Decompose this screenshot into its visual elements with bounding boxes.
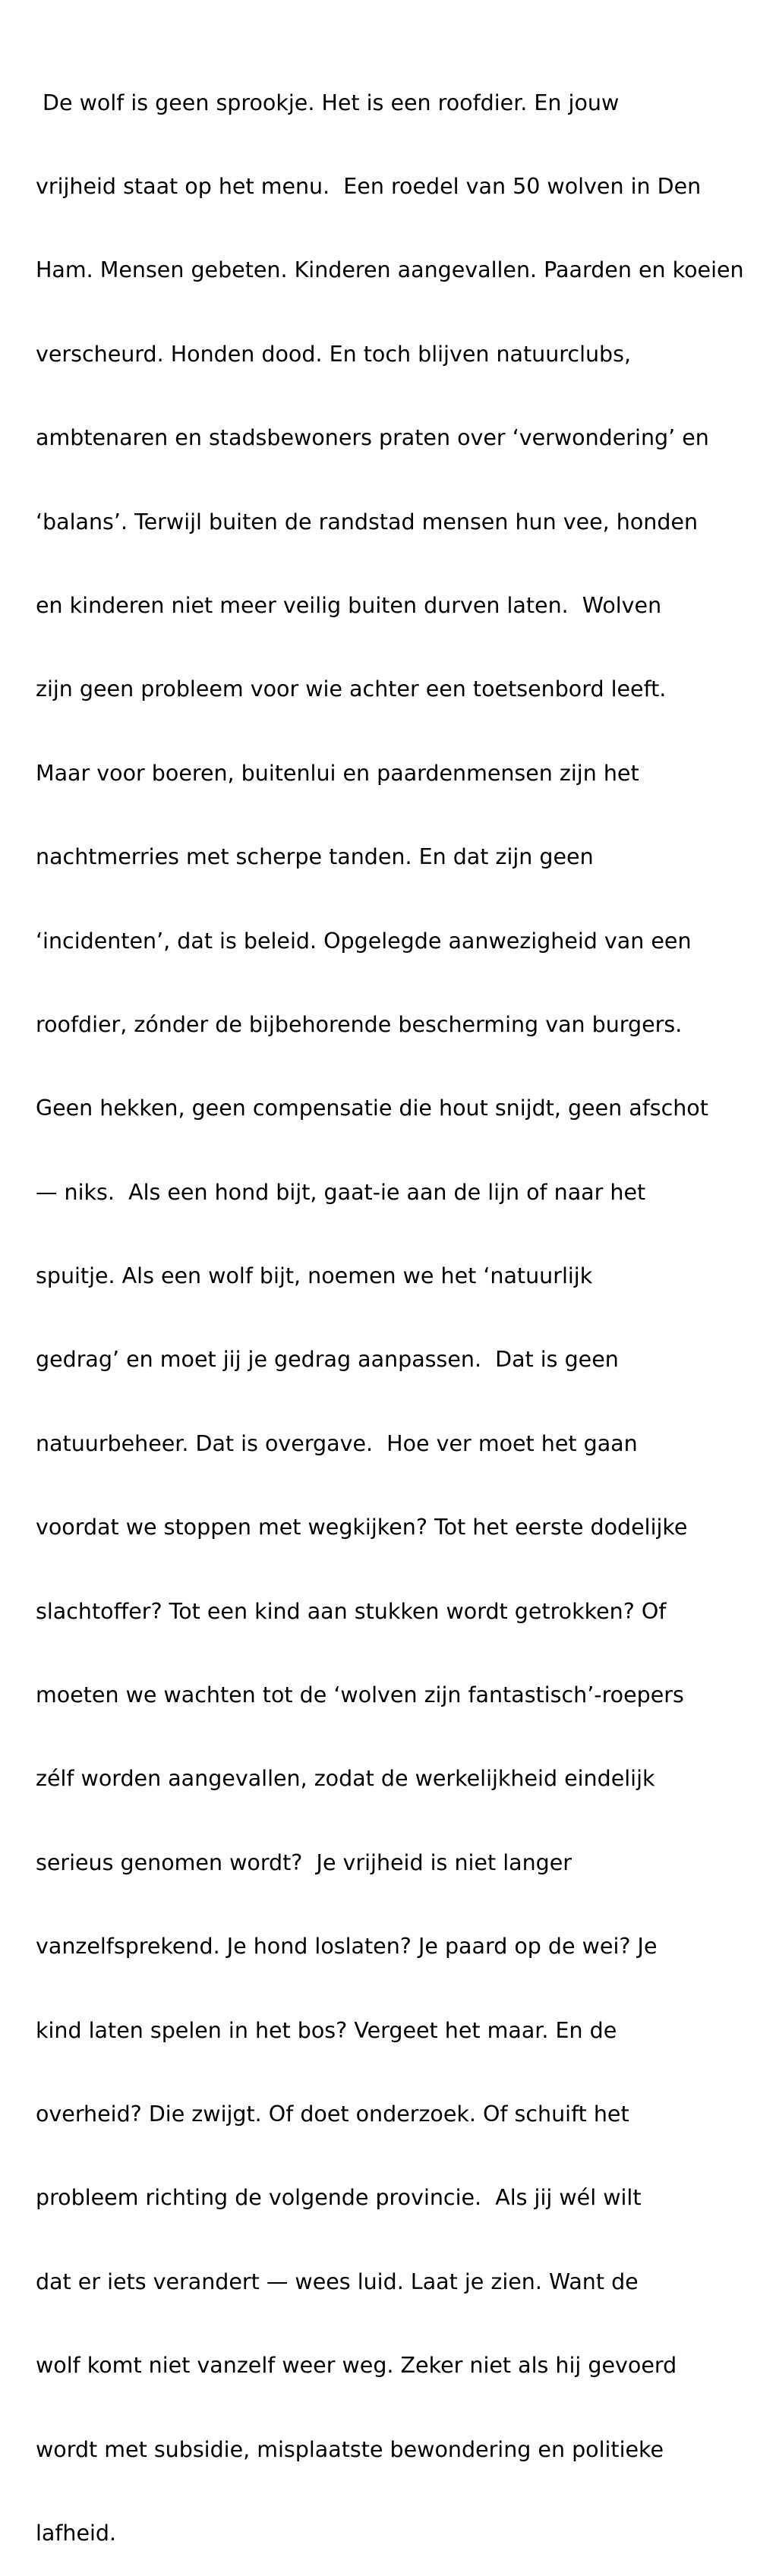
text-line: zijn geen probleem voor wie achter een toetsenbord leeft. <box>36 676 667 702</box>
document-body <box>36 33 757 2576</box>
text-line: overheid? Die zwijgt. Of doet onderzoek. Of schuift het <box>36 2101 629 2127</box>
text-line: voordat we stoppen met wegkijken? Tot het eerste dodelijke <box>36 1515 688 1540</box>
text-line: moeten we wachten tot de ‘wolven zijn fantastisch’-roepers <box>36 1682 684 1708</box>
text-line: — niks. Als een hond bijt, gaat-ie aan de lijn of naar het <box>36 1179 646 1205</box>
text-line: natuurbeheer. Dat is overgave. Hoe ver moet het gaan <box>36 1430 638 1456</box>
text-line: roofdier, zónder de bijbehorende bescherming van burgers. <box>36 1011 683 1037</box>
text-line: spuitje. Als een wolf bijt, noemen we het ‘natuurlijk <box>36 1263 593 1289</box>
text-line: gedrag’ en moet jij je gedrag aanpassen. Dat is geen <box>36 1347 619 1373</box>
text-line: verscheurd. Honden dood. En toch blijven natuurclubs, <box>36 341 632 367</box>
text-line: ‘incidenten’, dat is beleid. Opgelegde aanwezigheid van een <box>36 928 692 954</box>
text-line: serieus genomen wordt? Je vrijheid is niet langer <box>36 1849 572 1875</box>
text-line: dat er iets verandert — wees luid. Laat je zien. Want de <box>36 2269 639 2294</box>
text-line: en kinderen niet meer veilig buiten durven laten. Wolven <box>36 592 662 618</box>
text-line: vanzelfsprekend. Je hond loslaten? Je paard op de wei? Je <box>36 1934 658 1960</box>
text-line: slachtoffer? Tot een kind aan stukken wordt getrokken? Of <box>36 1598 667 1624</box>
text-line: lafheid. <box>36 2520 117 2546</box>
text-line: wolf komt niet vanzelf weer weg. Zeker niet als hij gevoerd <box>36 2353 677 2379</box>
text-line: probleem richting de volgende provincie. Als jij wél wilt <box>36 2185 642 2211</box>
text-line: Geen hekken, geen compensatie die hout snijdt, geen afschot <box>36 1096 708 1121</box>
text-line: zélf worden aangevallen, zodat de werkelijkheid eindelijk <box>36 1766 655 1792</box>
text-line: De wolf is geen sprookje. Het is een roofdier. En jouw <box>36 90 620 115</box>
text-line: kind laten spelen in het bos? Vergeet het maar. En de <box>36 2017 617 2043</box>
text-line: Ham. Mensen gebeten. Kinderen aangevallen. Paarden en koeien <box>36 257 744 283</box>
text-line: nachtmerries met scherpe tanden. En dat zijn geen <box>36 844 594 870</box>
text-line: ambtenaren en stadsbewoners praten over ‘verwondering’ en <box>36 425 709 451</box>
text-line: wordt met subsidie, misplaatste bewondering en politieke <box>36 2436 664 2462</box>
text-line: Maar voor boeren, buitenlui en paardenmensen zijn het <box>36 760 639 786</box>
text-line: vrijheid staat op het menu. Een roedel van 50 wolven in Den <box>36 173 702 199</box>
text-line: ‘balans’. Terwijl buiten de randstad mensen hun vee, honden <box>36 509 699 534</box>
